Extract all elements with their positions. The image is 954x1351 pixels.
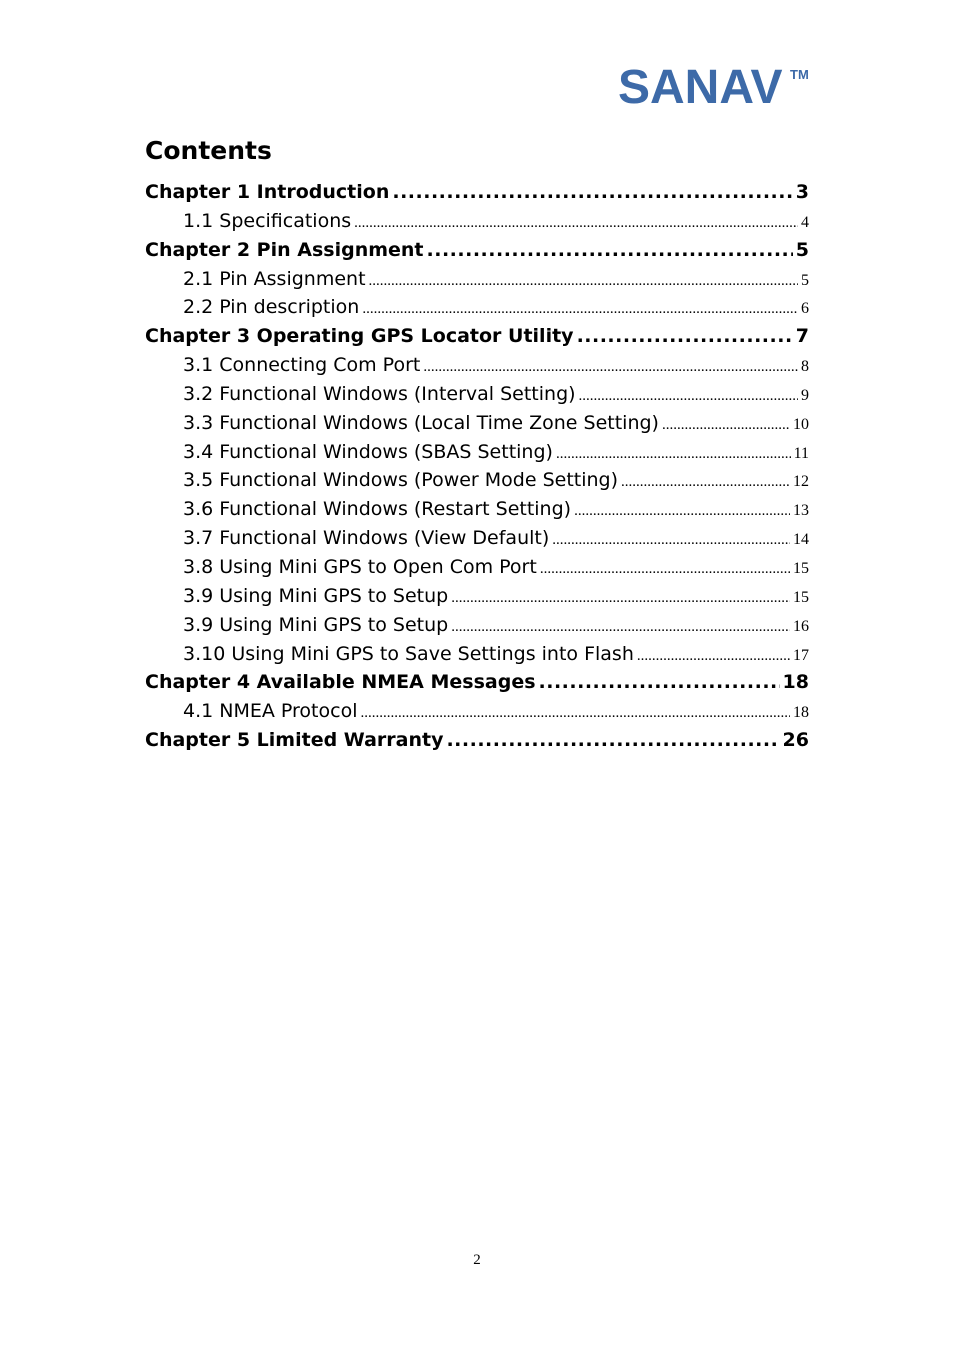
toc-chapter-entry[interactable] bbox=[145, 181, 809, 210]
toc-section-entry[interactable] bbox=[145, 700, 809, 729]
dot-leader bbox=[360, 700, 790, 722]
toc-entry-label: 2.2 Pin description bbox=[183, 296, 360, 319]
toc-entry-page: 17 bbox=[793, 646, 809, 664]
toc-entry-page: 9 bbox=[801, 386, 809, 404]
dot-leader bbox=[446, 729, 779, 751]
toc-section-entry[interactable] bbox=[145, 614, 809, 643]
dot-leader bbox=[637, 643, 790, 665]
toc-entry-label: 4.1 NMEA Protocol bbox=[183, 700, 358, 723]
toc-entry-label: Chapter 3 Operating GPS Locator Utility bbox=[145, 325, 574, 348]
dot-leader bbox=[539, 671, 780, 693]
dot-leader bbox=[579, 383, 798, 405]
toc-chapter-entry[interactable] bbox=[145, 671, 809, 700]
dot-leader bbox=[577, 325, 793, 347]
toc-entry-label: 2.1 Pin Assignment bbox=[183, 267, 366, 290]
dot-leader bbox=[540, 556, 790, 578]
toc-entry-label: 3.3 Functional Windows (Local Time Zone Setting) bbox=[183, 411, 659, 434]
toc-entry-label: 3.9 Using Mini GPS to Setup bbox=[183, 613, 449, 636]
toc-entry-page: 13 bbox=[793, 502, 809, 520]
toc-entry-page: 5 bbox=[801, 271, 809, 289]
toc-entry-page: 5 bbox=[795, 238, 809, 261]
toc-entry-label: Chapter 1 Introduction bbox=[145, 181, 390, 203]
toc-entry-page: 4 bbox=[801, 213, 809, 231]
toc-entry-label: 3.1 Connecting Com Port bbox=[183, 354, 421, 377]
toc-section-entry[interactable] bbox=[145, 268, 809, 297]
toc-entry-label: 3.7 Functional Windows (View Default) bbox=[183, 527, 550, 550]
dot-leader bbox=[574, 498, 790, 520]
toc-entry-page: 7 bbox=[795, 325, 809, 348]
dot-leader bbox=[662, 412, 790, 434]
table-of-contents bbox=[145, 181, 809, 758]
toc-entry-page: 10 bbox=[793, 415, 809, 433]
toc-entry-label: 3.5 Functional Windows (Power Mode Setting) bbox=[183, 469, 619, 492]
dot-leader bbox=[369, 268, 798, 290]
toc-section-entry[interactable] bbox=[145, 469, 809, 498]
toc-entry-page: 26 bbox=[782, 729, 809, 752]
dot-leader bbox=[427, 239, 793, 261]
toc-entry-page: 8 bbox=[801, 358, 809, 376]
dot-leader bbox=[451, 614, 790, 636]
contents-heading: Contents bbox=[145, 136, 272, 165]
dot-leader bbox=[354, 210, 798, 232]
toc-entry-page: 3 bbox=[795, 181, 809, 203]
toc-section-entry[interactable] bbox=[145, 383, 809, 412]
toc-section-entry[interactable] bbox=[145, 556, 809, 585]
toc-section-entry[interactable] bbox=[145, 441, 809, 470]
trademark-mark: TM bbox=[790, 67, 809, 82]
toc-entry-label: Chapter 5 Limited Warranty bbox=[145, 729, 444, 752]
sanav-logo: SANAV bbox=[618, 61, 783, 114]
toc-section-entry[interactable] bbox=[145, 585, 809, 614]
toc-entry-page: 18 bbox=[782, 671, 809, 694]
toc-entry-label: 1.1 Specifications bbox=[183, 209, 352, 232]
dot-leader bbox=[423, 354, 798, 376]
toc-section-entry[interactable] bbox=[145, 296, 809, 325]
toc-section-entry[interactable] bbox=[145, 354, 809, 383]
toc-section-entry[interactable] bbox=[145, 498, 809, 527]
toc-entry-page: 16 bbox=[793, 617, 809, 635]
toc-entry-label: 3.10 Using Mini GPS to Save Settings into Flash bbox=[183, 642, 634, 665]
page-number: 2 bbox=[473, 1252, 481, 1268]
toc-entry-label: Chapter 2 Pin Assignment bbox=[145, 238, 424, 261]
dot-leader bbox=[556, 441, 791, 463]
toc-section-entry[interactable] bbox=[145, 527, 809, 556]
toc-section-entry[interactable] bbox=[145, 643, 809, 672]
dot-leader bbox=[362, 296, 798, 318]
toc-entry-label: 3.8 Using Mini GPS to Open Com Port bbox=[183, 555, 537, 578]
toc-entry-label: 3.9 Using Mini GPS to Setup bbox=[183, 584, 449, 607]
toc-entry-page: 14 bbox=[793, 531, 809, 549]
toc-entry-page: 11 bbox=[793, 444, 809, 462]
toc-entry-label: 3.2 Functional Windows (Interval Setting) bbox=[183, 382, 576, 405]
dot-leader bbox=[451, 585, 790, 607]
dot-leader bbox=[621, 469, 790, 491]
toc-chapter-entry[interactable] bbox=[145, 239, 809, 268]
toc-entry-label: 3.4 Functional Windows (SBAS Setting) bbox=[183, 440, 553, 463]
toc-chapter-entry[interactable] bbox=[145, 325, 809, 354]
toc-entry-page: 15 bbox=[793, 588, 809, 606]
toc-entry-page: 18 bbox=[793, 704, 809, 722]
dot-leader bbox=[552, 527, 790, 549]
toc-entry-page: 6 bbox=[801, 300, 809, 318]
toc-entry-page: 12 bbox=[793, 473, 809, 491]
toc-entry-label: 3.6 Functional Windows (Restart Setting) bbox=[183, 498, 572, 521]
dot-leader bbox=[392, 181, 792, 203]
toc-chapter-entry[interactable] bbox=[145, 729, 809, 758]
toc-entry-label: Chapter 4 Available NMEA Messages bbox=[145, 671, 536, 694]
toc-section-entry[interactable] bbox=[145, 412, 809, 441]
toc-entry-page: 15 bbox=[793, 559, 809, 577]
toc-section-entry[interactable] bbox=[145, 210, 809, 239]
